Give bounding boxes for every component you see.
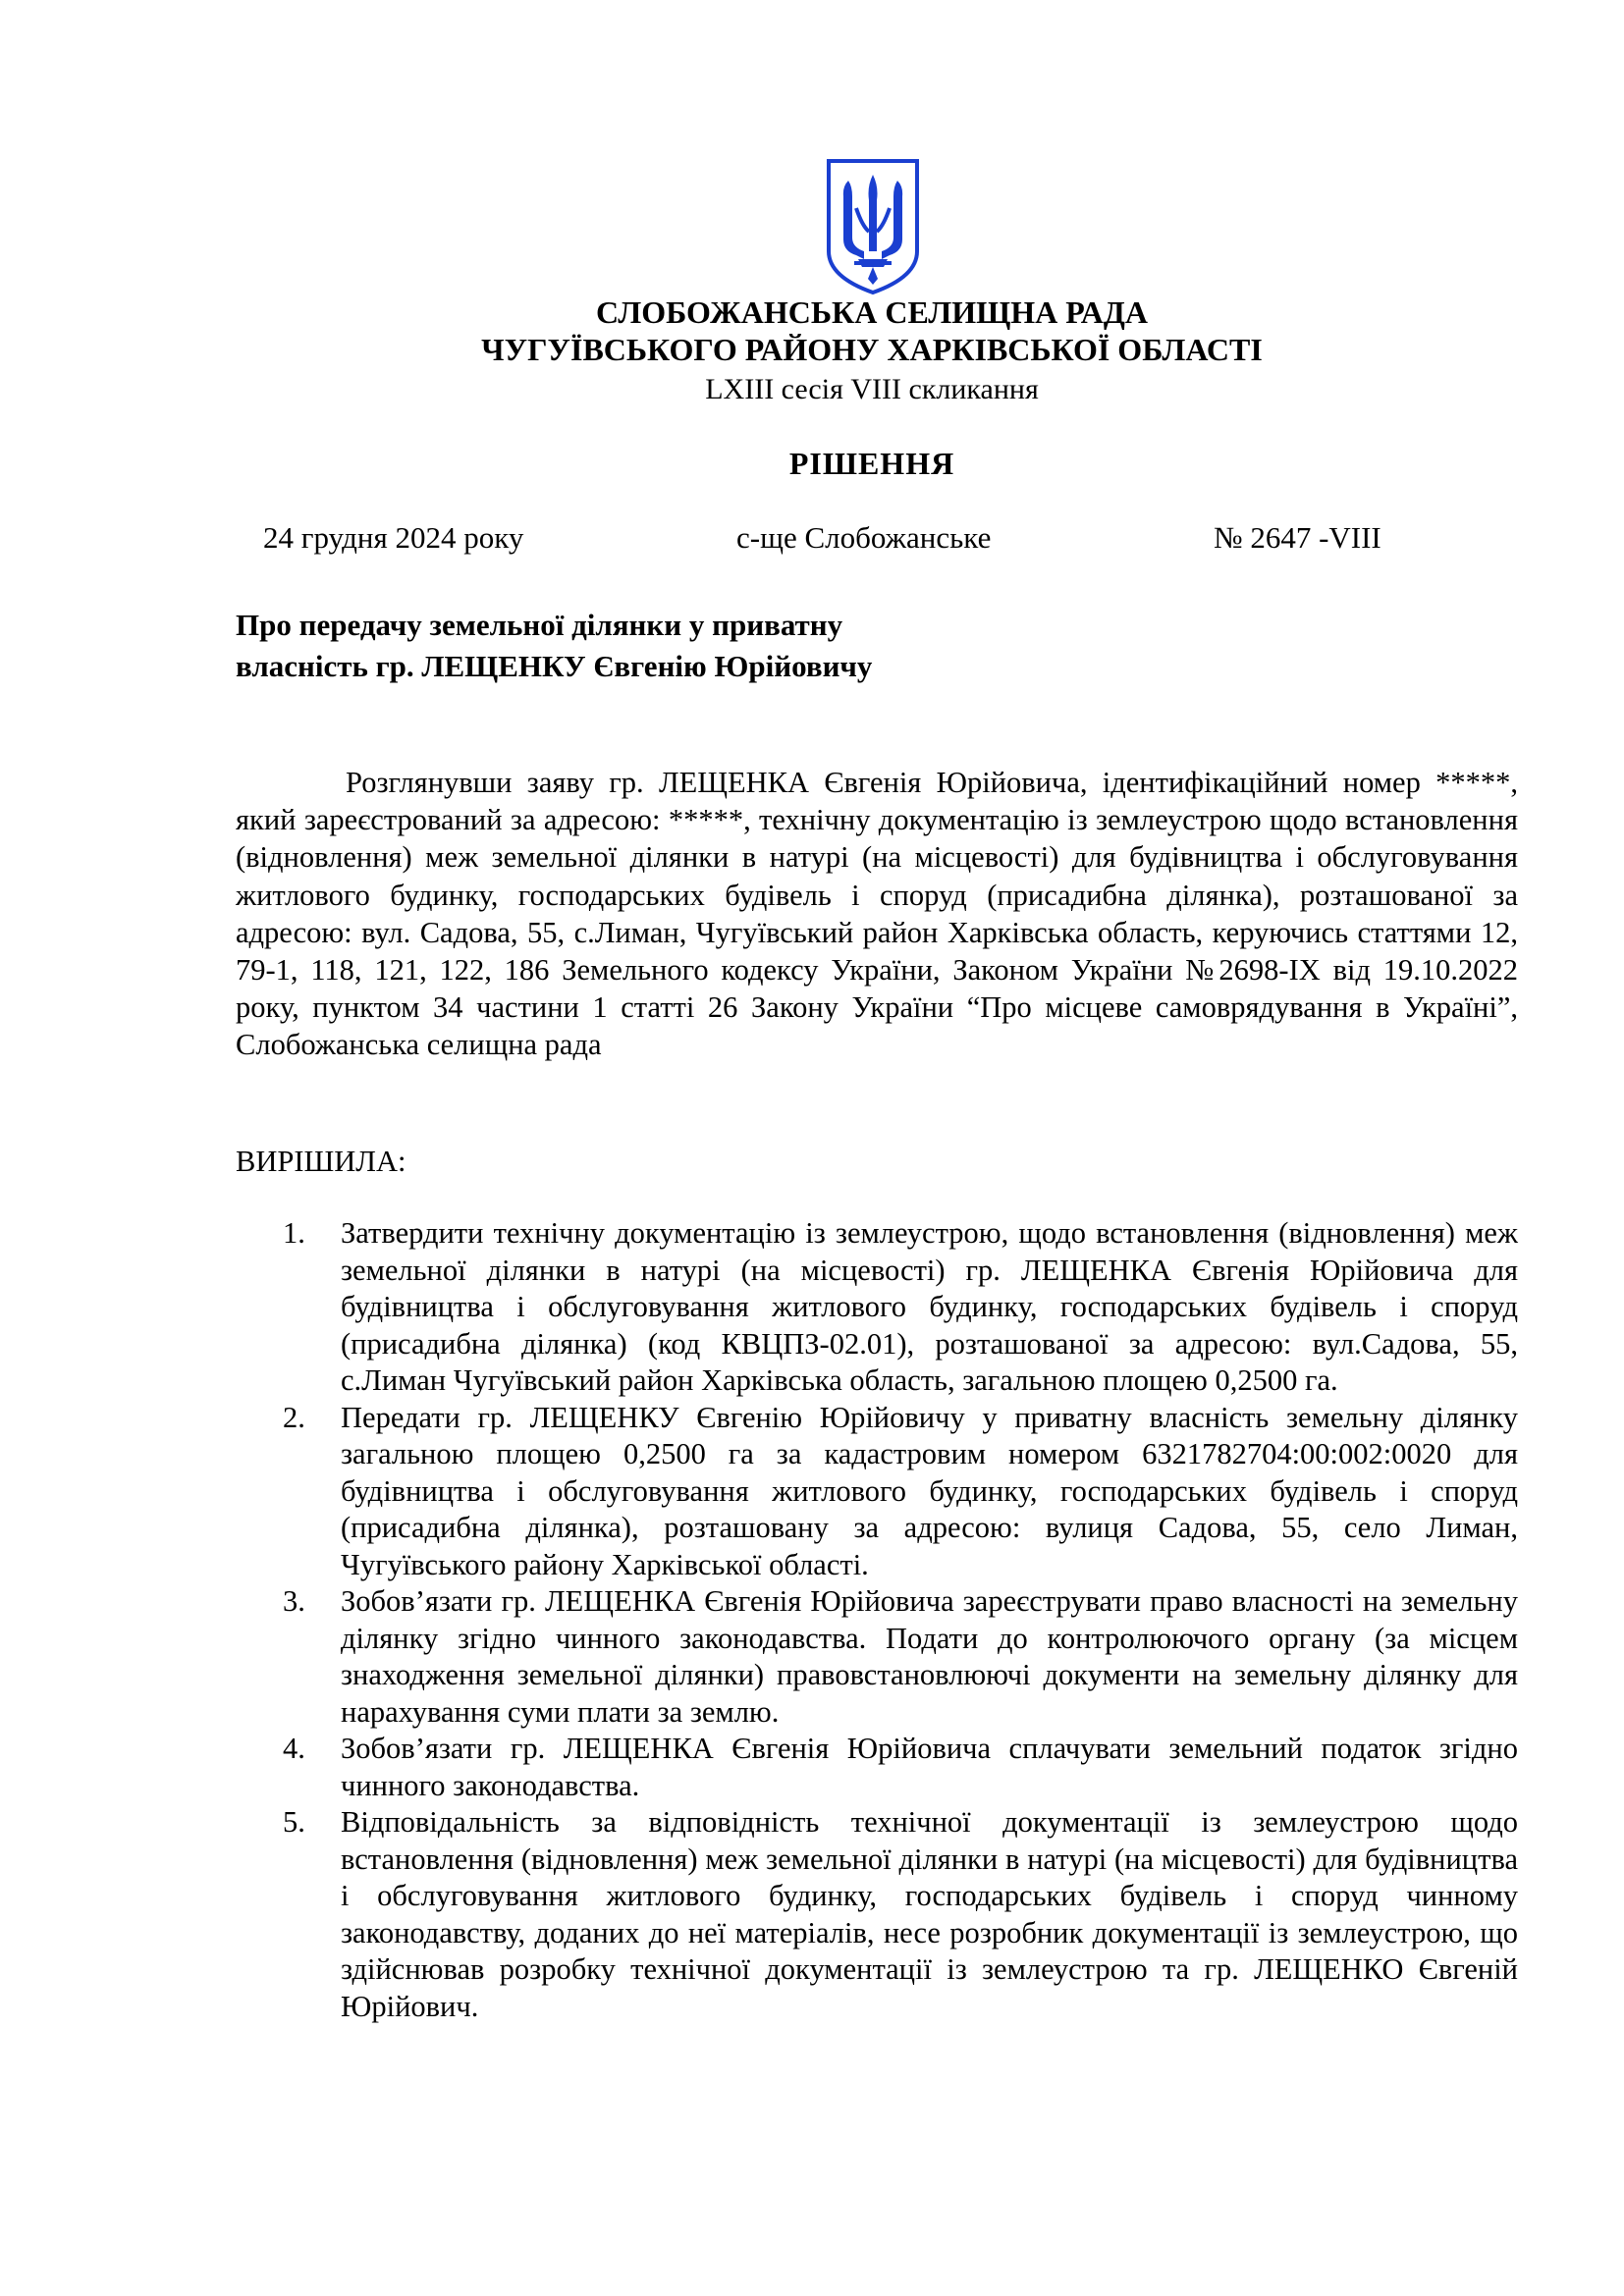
item-text: Відповідальність за відповідність технічної документації із землеустрою щодо встановлення (відновлення) меж земельної ділянки в натурі (на місцевості) для будівництва і обслуговування житлового будинку, господарських будівель і споруд чинному законодавству, доданих до неї матеріалів, несе розробник документації із землеустрою, що здійснював розробку технічної документації із землеустрою та гр. ЛЕЩЕНКО Євгеній Юрійович. (341, 1805, 1518, 2023)
preamble-paragraph: Розглянувши заяву гр. ЛЕЩЕНКА Євгенія Юрійовича, ідентифікаційний номер *****, який зареєстрований за адресою: *****, технічну документацію із землеустрою щодо встановлення (відновлення) меж земельної ділянки в натурі (на місцевості) для будівництва і обслуговування житлового будинку, господарських будівель і споруд (присадибна ділянка), розташованої за адресою: вул. Садова, 55, с.Лиман, Чугуївський район Харківська область, керуючись статтями 12, 79-1, 118, 121, 122, 186 Земельного кодексу України, Законом України №2698-IX від 19.10.2022 року, пунктом 34 частини 1 статті 26 Закону України “Про місцеве самоврядування в Україні”, Слобожанська селищна рада (236, 766, 1518, 1062)
document-type-title: РІШЕННЯ (788, 446, 955, 481)
item-text: Затвердити технічну документацію із землеустрою, щодо встановлення (відновлення) меж земельної ділянки в натурі (на місцевості) гр. ЛЕЩЕНКА Євгенія Юрійовича для будівництва і обслуговування житлового будинку, господарських будівель і споруд (присадибна ділянка) (код КВЦПЗ-02.01), розташованої за адресою: вул.Садова, 55, с.Лиман Чугуївський район Харківська область, загальною площею 0,2500 га. (341, 1216, 1518, 1397)
item-number: 4. (283, 1732, 305, 1765)
item-number: 5. (283, 1805, 305, 1839)
council-district: ЧУГУЇВСЬКОГО РАЙОНУ ХАРКІВСЬКОЇ ОБЛАСТІ (481, 332, 1263, 367)
list-item (236, 1583, 1518, 1731)
item-text: Зобов’язати гр. ЛЕЩЕНКА Євгенія Юрійовича зареєструвати право власності на земельну ділянку згідно чинного законодавства. Подати до контролюючого органу (за місцем знаходження земельної ділянки) правовстановлюючі документи на земельну ділянку для нарахування суми плати за землю. (341, 1584, 1518, 1729)
item-text: Передати гр. ЛЕЩЕНКУ Євгенію Юрійовичу у приватну власність земельну ділянку загальною площею 0,2500 га за кадастровим номером 6321782704:00:002:0020 для будівництва і обслуговування житлового будинку, господарських будівель і споруд (присадибна ділянка), розташовану за адресою: вулиця Садова, 55, село Лиман, Чугуївського району Харківської області. (341, 1400, 1518, 1581)
subject-line-2: власність гр. ЛЕЩЕНКУ Євгенію Юрійовичу (236, 649, 873, 683)
decision-number: № 2647 -VIII (1214, 520, 1381, 555)
resolved-label: ВИРІШИЛА: (236, 1145, 406, 1178)
decision-subject (236, 605, 872, 687)
council-name: СЛОБОЖАНСЬКА СЕЛИЩНА РАДА (596, 294, 1148, 330)
decision-items-list (236, 1215, 1518, 2025)
item-number: 1. (283, 1216, 305, 1250)
session-info: LXIII сесія VIII скликання (705, 373, 1039, 405)
decision-date: 24 грудня 2024 року (263, 520, 524, 555)
subject-line-1: Про передачу земельної ділянки у приватну (236, 608, 843, 642)
coat-of-arms-icon (825, 157, 921, 296)
decision-place: с-ще Слобожанське (736, 520, 992, 555)
list-item (236, 1400, 1518, 1584)
list-item (236, 1804, 1518, 2025)
item-text: Зобов’язати гр. ЛЕЩЕНКА Євгенія Юрійовича сплачувати земельний податок згідно чинного законодавства. (341, 1732, 1518, 1802)
list-item (236, 1215, 1518, 1400)
item-number: 3. (283, 1584, 305, 1618)
item-number: 2. (283, 1400, 305, 1434)
list-item (236, 1731, 1518, 1804)
